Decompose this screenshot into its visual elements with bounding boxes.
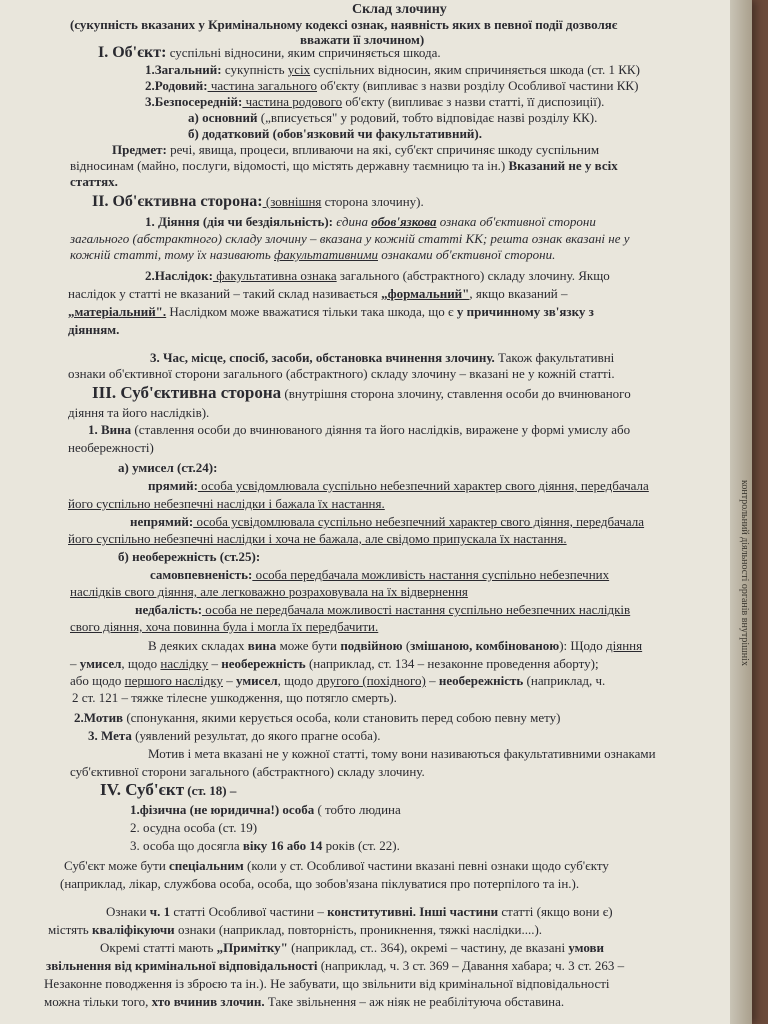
section-objective-side-heading: II. Об'єктивна сторона: (зовнішня сторона злочину).	[92, 193, 424, 210]
signs-line-6: можна тільки того, хто вчинив злочин. Таке звільнення – аж ніяк не реабілітуюча обставина.	[44, 994, 565, 1009]
subject-matter-line-3: статтях.	[70, 174, 118, 189]
consequence-line-1: 2.Наслідок: факультативна ознака загального (абстрактного) складу злочину. Якщо	[145, 268, 610, 283]
section-subject-heading: IV. Суб'єкт (ст. 18) –	[100, 780, 237, 799]
negligence-heading: б) необережність (ст.25):	[118, 549, 261, 564]
indirect-intent-line-1: непрямий: особа усвідомлювала суспільно небезпечний характер свого діяння, передбачала	[130, 514, 645, 529]
direct-intent-line-1: прямий: особа усвідомлювала суспільно небезпечний характер свого діяння, передбачала	[148, 478, 649, 493]
signs-line-1: Ознаки ч. 1 статті Особливої частини – конститутивні. Інші частини статті (якщо вони є)	[106, 904, 613, 919]
subject-sane: 2. осудна особа (ст. 19)	[130, 820, 258, 835]
special-subject-line-2: (наприклад, лікар, службова особа, особа, що зобов'язана піклуватися про потерпілого та ін.).	[60, 876, 580, 891]
consequence-line-3: „матеріальний". Наслідком може вважатися тільки така шкода, що є у причинному зв'язку з	[68, 304, 594, 319]
indirect-intent-line-2: його суспільно небезпечні наслідки і хоча не бажала, але свідомо припускала їх настання.	[68, 531, 567, 546]
act-line-3: кожній статті, тому їх називають факультативними ознаками об'єктивної сторони.	[70, 247, 556, 262]
motive-goal-line-1: Мотив і мета вказані не у кожної статті, тому вони називаються факультативними ознаками	[148, 746, 656, 761]
motive-line: 2.Мотив (спонукання, якими керується особа, коли становить перед собою певну мету)	[74, 710, 561, 725]
guilt-line-2: необережності)	[68, 440, 154, 455]
title-explanation-line-1: (сукупність вказаних у Кримінальному кодексі ознак, наявність яких в певної події дозволяє	[70, 17, 618, 32]
subject-matter-line-1: Предмет: речі, явища, процеси, впливаючи на які, суб'єкт спричиняє шкоду суспільним	[112, 142, 600, 157]
guilt-line-1: 1. Вина (ставлення особи до вчинюваного діяння та його наслідків, виражене у формі умислу або	[88, 422, 631, 437]
consequence-line-4: діянням.	[68, 322, 120, 337]
goal-line: 3. Мета (уявлений результат, до якого прагне особа).	[88, 728, 381, 743]
double-guilt-line-1: В деяких складах вина може бути подвійною (змішаною, комбінованою): Щодо діяння	[148, 638, 643, 653]
signs-line-3: Окремі статті мають „Примітку" (наприклад, ст.. 364), окремі – частину, де вказані умови	[100, 940, 605, 955]
object-generic: 2.Родовий: частина загального об'єкту (випливає з назви розділу Особливої частини КК)	[145, 78, 639, 93]
circumstances-line-1: 3. Час, місце, спосіб, засоби, обстановка вчинення злочину. Також факультативні	[150, 350, 615, 365]
double-guilt-line-4: 2 ст. 121 – тяжке тілесне ушкодження, що потягло смерть).	[72, 690, 397, 705]
section-subjective-side-heading-2: діяння та його наслідків).	[68, 405, 210, 420]
act-line-1: 1. Діяння (дія чи бездіяльність): єдина обов'язкова ознака об'єктивної сторони	[145, 214, 596, 229]
object-direct-additional: б) додатковий (обов'язковий чи факультативний).	[188, 126, 482, 141]
title-explanation-line-2: вважати її злочином)	[300, 32, 425, 47]
signs-line-4: звільнення від кримінальної відповідальності (наприклад, ч. 3 ст. 369 – Давання хабара; ч. 3 ст. 263 –	[46, 958, 625, 973]
section-object-heading: I. Об'єкт: суспільні відносини, яким спричиняється шкода.	[98, 44, 441, 61]
carelessness-line-1: недбалість: особа не передбачала можливості настання суспільно небезпечних наслідків	[135, 602, 631, 617]
signs-line-2: містять кваліфікуючи ознаки (наприклад, повторність, проникнення, тяжкі наслідки....).	[48, 922, 543, 937]
section-subjective-side-heading: III. Суб'єктивна сторона (внутрішня сторона злочину, ставлення особи до вчинюваного	[92, 383, 631, 402]
carelessness-line-2: свого діяння, хоча повинна була і могла їх передбачити.	[70, 619, 379, 634]
circumstances-line-2: ознаки об'єктивної сторони загального (абстрактного) складу злочину – вказані не у кожній статті.	[68, 366, 615, 381]
object-direct-main: а) основний („вписується" у родовий, тобто відповідає назві розділу КК).	[188, 110, 598, 125]
double-guilt-line-3: або щодо першого наслідку – умисел, щодо другого (похідного) – необережність (наприклад, ч.	[70, 673, 606, 688]
object-direct: 3.Безпосередній: частина родового об'єкту (випливає з назви статті, її диспозиції).	[145, 94, 605, 109]
consequence-line-2: наслідок у статті не вказаний – такий склад називається „формальний", якщо вказаний –	[68, 286, 568, 301]
underlying-page-text: контрольний діяльності органів внутрішніх	[739, 480, 750, 666]
subject-natural-person: 1.фізична (не юридична!) особа ( тобто людина	[130, 802, 401, 817]
underlying-page-edge	[730, 0, 752, 1024]
self-confidence-line-1: самовпевненість: особа передбачала можливість настання суспільно небезпечних	[150, 567, 610, 582]
intent-heading: а) умисел (ст.24):	[118, 460, 218, 475]
document-title: Склад злочину	[352, 2, 447, 17]
signs-line-5: Незаконне поводження із зброєю та ін.). Не забувати, що звільнити від кримінальної відповідальності	[44, 976, 610, 991]
subject-age: 3. особа що досягла віку 16 або 14 років (ст. 22).	[130, 838, 400, 853]
double-guilt-line-2: – умисел, щодо наслідку – необережність (наприклад, ст. 134 – незаконне проведення аборту);	[70, 656, 599, 671]
special-subject-line-1: Суб'єкт може бути спеціальним (коли у ст. Особливої частини вказані певні ознаки щодо суб'єкту	[64, 858, 609, 873]
act-line-2: загального (абстрактного) складу злочину – вказана у кожній статті КК; решта ознак вказані не у	[70, 231, 630, 246]
self-confidence-line-2: наслідків свого діяння, але легковажно розраховувала на їх відвернення	[70, 584, 468, 599]
motive-goal-line-2: суб'єктивної сторони загального (абстрактного) складу злочину.	[70, 764, 425, 779]
direct-intent-line-2: його суспільно небезпечні наслідки і бажала їх настання.	[68, 496, 385, 511]
object-general: 1.Загальний: сукупність усіх суспільних відносин, яким спричиняється шкода (ст. 1 КК)	[145, 62, 640, 77]
subject-matter-line-2: відносинам (майно, послуги, відомості, що містять державну таємницю та ін.) Вказаний не у всіх	[70, 158, 618, 173]
